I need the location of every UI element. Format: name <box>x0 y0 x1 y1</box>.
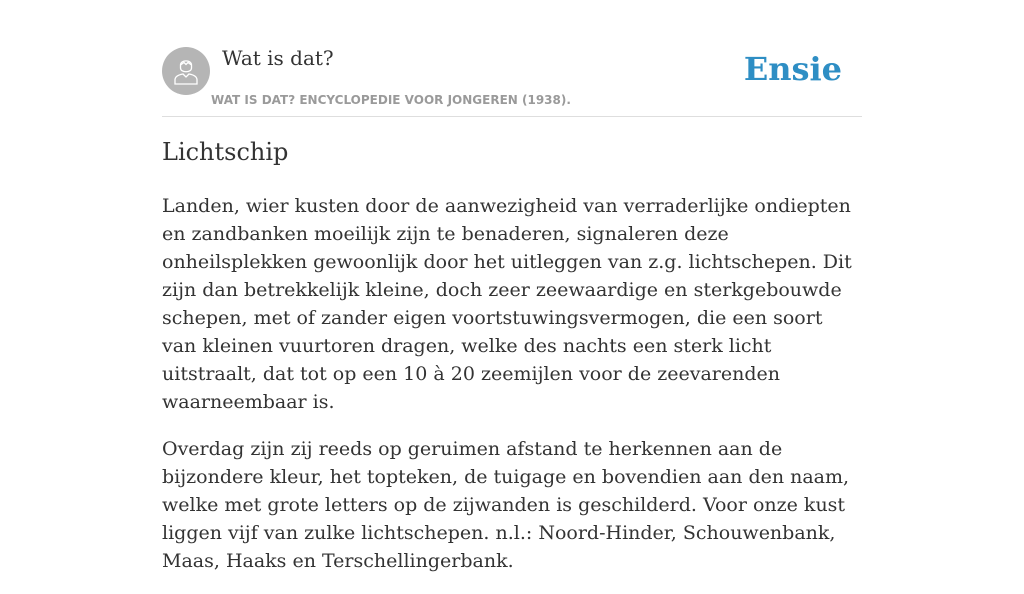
brand-logo[interactable]: Ensie <box>743 50 842 88</box>
article-title: Lichtschip <box>162 138 289 166</box>
article-paragraph: Landen, wier kusten door de aanwezigheid van verraderlijke ondiepten en zandbanken moeilijk zijn te benaderen, signaleren deze onheilsplekken gewoonlijk door het uitleggen van z.g. lichtschepen. Dit zijn dan betrekkelijk kleine, doch zeer zeewaardige en sterkgebouwde schepen, met of zander eigen voortstuwingsvermogen, die een soort van kleinen vuurtoren dragen, welke des nachts een sterk licht uitstraalt, dat tot op een 10 à 20 zeemijlen voor de zeevarenden waarneembaar is. <box>162 195 852 413</box>
source-subtitle: WAT IS DAT? ENCYCLOPEDIE VOOR JONGEREN (1938). <box>211 93 571 107</box>
article-paragraph: Overdag zijn zij reeds op geruimen afstand te herkennen aan de bijzondere kleur, het topteken, de tuigage en bovendien aan den naam, welke met grote letters op de zijwanden is geschilderd. Voor onze kust liggen vijf van zulke lichtschepen. n.l.: Noord-Hinder, Schouwenbank, Maas, Haaks en Terschellingerbank. <box>162 438 850 572</box>
source-title[interactable]: Wat is dat? <box>222 46 334 70</box>
source-header <box>162 0 862 117</box>
avatar[interactable] <box>162 47 210 95</box>
article-body <box>162 192 862 594</box>
user-icon <box>171 55 201 87</box>
